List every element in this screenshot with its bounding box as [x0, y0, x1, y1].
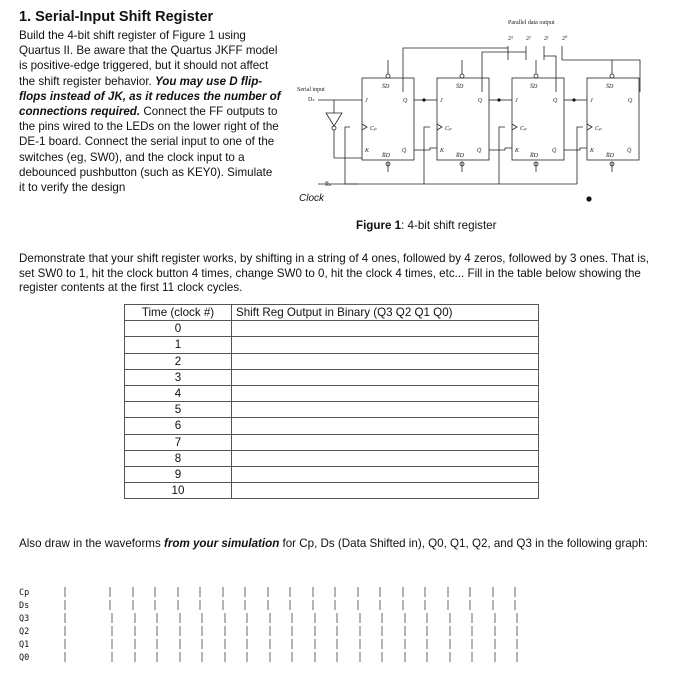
instructions-text-2: Connect the FF outputs to the pins wired to the LEDs on the lower right of the DE-1 board. Connect the serial input to one of the switches (eg, SW0), and the clock input to a debounced pushbutton (such as KEY0). Simulate it to verify the design — [19, 105, 279, 195]
serial-input-label: Serial input — [297, 87, 325, 93]
signal-label-cp: Cp — [19, 588, 30, 598]
table-row: 3 — [125, 369, 539, 385]
svg-text:K: K — [515, 148, 520, 154]
svg-text:Q̄: Q̄ — [402, 148, 407, 154]
exp-2-0: 2⁰ — [562, 36, 568, 42]
svg-text:Q: Q — [403, 98, 408, 104]
svg-text:Cₚ: Cₚ — [520, 126, 527, 132]
answer-cell[interactable] — [232, 483, 539, 499]
demo-instructions: Demonstrate that your shift register works, by shifting in a string of 4 ones, followed by 4 zeros, followed by 3 ones. That is, set SW0 to 1, hit the clock button 4 times, change SW0 to 0, hit the clock 4 times, etc... Fill in the table below showing the register contents at the first 11 clock cycles. — [19, 252, 650, 295]
svg-text:J: J — [440, 98, 443, 104]
rd-bar-label: R̅ₙ — [325, 182, 332, 188]
instructions-text-1: Build the 4-bit shift register of Figure 1 using Quartus II. Be aware that the Quartus JKFF model is positive-edge triggered, but it should not affect the shift register behavior. — [19, 29, 278, 88]
answer-cell[interactable] — [232, 466, 539, 482]
instructions-emphasis: You may use D flip-flops instead of JK, as it reduces the number of connections required. — [19, 74, 281, 119]
signal-label-ds: Ds — [19, 601, 30, 611]
svg-text:Q: Q — [478, 98, 483, 104]
header-output: Shift Reg Output in Binary (Q3 Q2 Q1 Q0) — [232, 305, 539, 321]
svg-text:K: K — [590, 148, 595, 154]
svg-text:R̅D: R̅D — [456, 153, 464, 159]
answer-cell[interactable] — [232, 402, 539, 418]
svg-text:Q̄: Q̄ — [552, 148, 557, 154]
table-row: 6 — [125, 418, 539, 434]
signal-label-q3: Q3 — [19, 614, 30, 624]
svg-text:Cₚ: Cₚ — [370, 126, 377, 132]
svg-text:R̅D: R̅D — [382, 153, 390, 159]
svg-text:Cₚ: Cₚ — [595, 126, 602, 132]
svg-text:Q: Q — [553, 98, 558, 104]
svg-text:K: K — [440, 148, 445, 154]
svg-text:K: K — [365, 148, 370, 154]
answer-cell[interactable] — [232, 353, 539, 369]
table-row: 7 — [125, 434, 539, 450]
signal-label-q2: Q2 — [19, 627, 30, 637]
answer-cell[interactable] — [232, 369, 539, 385]
svg-text:S̅D: S̅D — [382, 84, 390, 90]
exp-2-1: 2¹ — [544, 36, 549, 42]
answer-cell[interactable] — [232, 434, 539, 450]
waveform-instructions: Also draw in the waveforms from your simulation for Cp, Ds (Data Shifted in), Q0, Q1, Q2, and Q3 in the following graph: — [19, 537, 648, 550]
table-row: 1 — [125, 337, 539, 353]
svg-text:Q̄: Q̄ — [627, 148, 632, 154]
svg-text:Cₚ: Cₚ — [445, 126, 452, 132]
svg-text:R̅D: R̅D — [530, 153, 538, 159]
svg-text:S̅D: S̅D — [456, 84, 464, 90]
answer-cell[interactable] — [232, 385, 539, 401]
table-row: 8 — [125, 450, 539, 466]
table-header-row — [125, 305, 539, 321]
flip-flop-3 — [362, 60, 424, 172]
exp-2-2: 2² — [526, 36, 531, 42]
table-row: 4 — [125, 385, 539, 401]
figure-caption: Figure 1: 4-bit shift register — [356, 219, 497, 232]
waveform-grid — [65, 587, 517, 662]
register-contents-table — [124, 304, 539, 499]
parallel-output-label: Parallel data output — [508, 20, 555, 26]
table-row: 2 — [125, 353, 539, 369]
svg-text:S̅D: S̅D — [530, 84, 538, 90]
table-row: 10 — [125, 483, 539, 499]
table-row: 0 — [125, 321, 539, 337]
exp-2-3: 2³ — [508, 36, 513, 42]
svg-text:J: J — [590, 98, 593, 104]
svg-text:R̅D: R̅D — [606, 153, 614, 159]
svg-text:S̅D: S̅D — [606, 84, 614, 90]
answer-cell[interactable] — [232, 321, 539, 337]
svg-text:Q̄: Q̄ — [477, 148, 482, 154]
signal-label-q0: Q0 — [19, 653, 30, 663]
svg-text:J: J — [515, 98, 518, 104]
header-time: Time (clock #) — [125, 305, 232, 321]
section-title: 1. Serial-Input Shift Register — [19, 9, 214, 25]
table-row: 5 — [125, 402, 539, 418]
clock-label: Clock — [299, 193, 325, 204]
answer-cell[interactable] — [232, 450, 539, 466]
flip-flop-0 — [570, 60, 639, 172]
svg-text:Q: Q — [628, 98, 633, 104]
ds-label: Dₛ — [308, 97, 315, 103]
table-row: 9 — [125, 466, 539, 482]
answer-cell[interactable] — [232, 337, 539, 353]
answer-cell[interactable] — [232, 418, 539, 434]
signal-label-q1: Q1 — [19, 640, 30, 650]
svg-text:J: J — [365, 98, 368, 104]
